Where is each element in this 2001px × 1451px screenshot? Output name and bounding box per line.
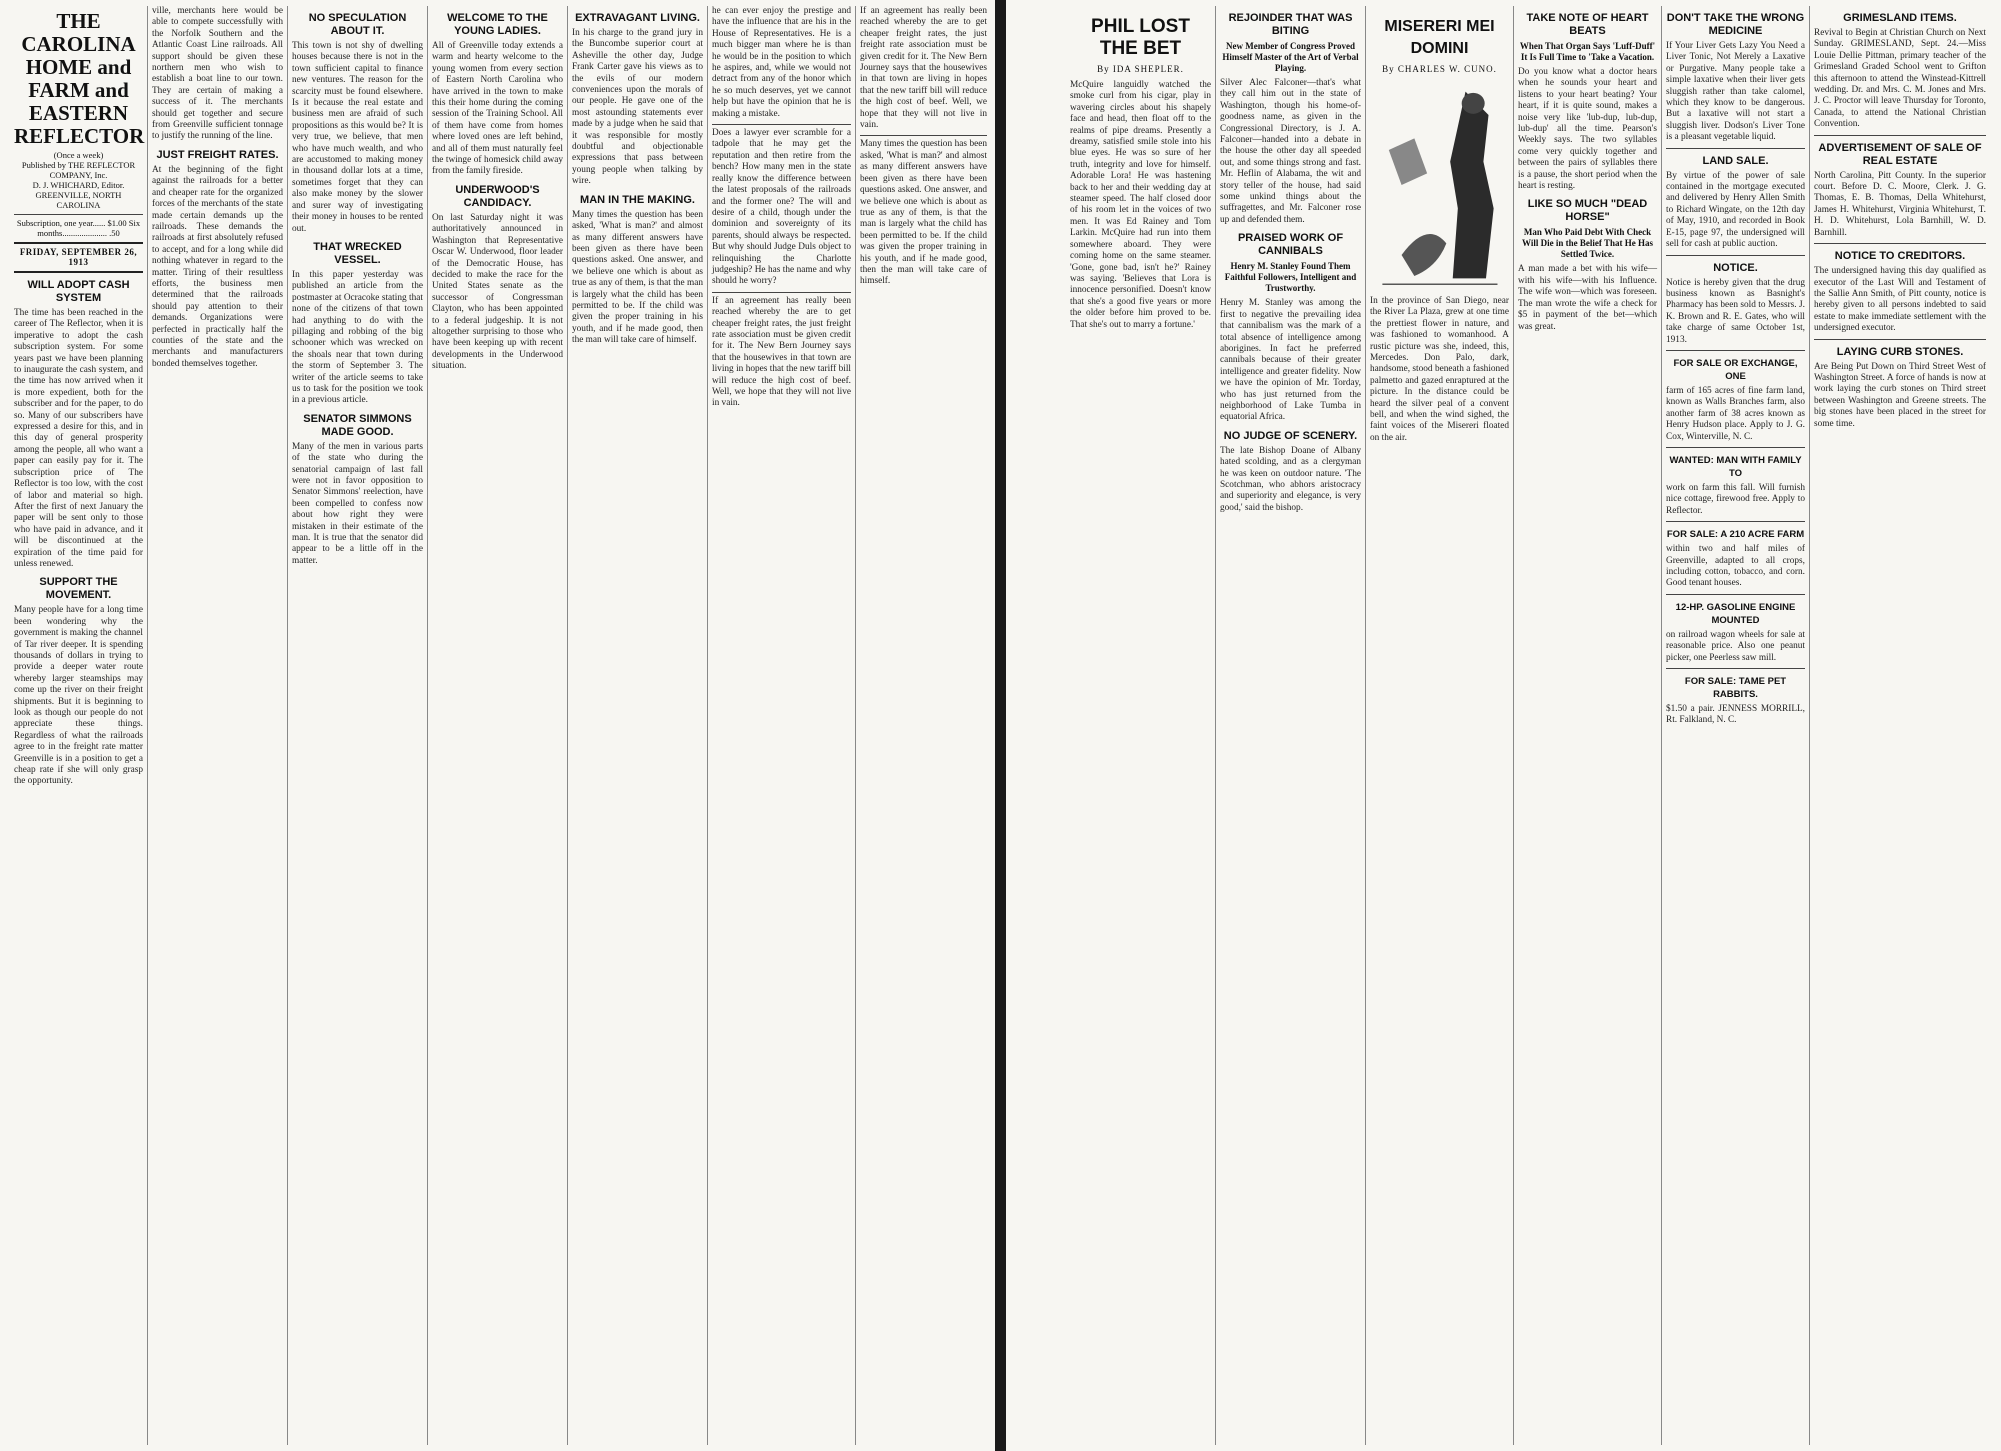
right-column-4 (1514, 6, 1662, 1445)
masthead-editor: D. J. WHICHARD, Editor. (32, 180, 125, 190)
ad-body: within two and half miles of Greenville, adapted to all crops, including cotton, tobacco, and corn. Good tenant houses. (1666, 544, 1805, 589)
story-title: TAKE NOTE OF HEART BEATS (1526, 12, 1649, 37)
article-body: If an agreement has really been reached whereby the are to get cheaper freight rates, the just freight rate association must be given credit for it. The New Bern Journey says that the housewives in that town are living in hopes that the new tariff bill will reduce the high cost of beef. Well, we hope that they will not live in vain. (860, 6, 987, 131)
right-column-2 (1216, 6, 1366, 1445)
headline: NO SPECULATION ABOUT IT. (308, 12, 407, 37)
article-body: Many of the men in various parts of the state who during the senatorial campaign of last fall were not in favor opposition to Senator Simmons' reelection, have been compelled to confess now about how right they were mistaken in their estimate of the man. It is true that the senator did appear to be a little off in the matter. (292, 441, 423, 566)
headline: WELCOME TO THE YOUNG LADIES. (447, 12, 548, 37)
article-body: If an agreement has really been reached whereby the are to get cheaper freight rates, the just freight rate association must be given credit for it. The New Bern Journey says that the housewives in that town are living in hopes that the new tariff bill will reduce the high cost of beef. Well, we hope that they will not live in vain. (712, 295, 851, 409)
headline: JUST FREIGHT RATES. (156, 148, 279, 161)
article-body: The late Bishop Doane of Albany hated scolding, and as a clergyman he was keen on outdoor nature. 'The Scotchman, who abhors aristocracy and superiority and elegance, is very good,' said the bishop. (1220, 445, 1361, 513)
ad-body: work on farm this fall. Will furnish nice cottage, firewood free. Apply to Reflector. (1666, 482, 1805, 516)
ad-title: DON'T TAKE THE WRONG MEDICINE (1666, 12, 1805, 37)
left-column-4 (428, 6, 568, 1445)
article-body: Do you know what a doctor hears when he sounds your heart and listens to your heart beating? Your heart, if it is quite sound, makes a noise very like 'lub-dup, lub-dup, lub-dup' all the time. Pearson's Weekly says. The two syllables come very quickly together and between the pairs of syllables there is a pause, the short period when the heart is resting. (1518, 67, 1657, 192)
right-column-6 (1810, 6, 1990, 1445)
story-title: LIKE SO MUCH "DEAD HORSE" (1527, 198, 1648, 224)
story-title: NOTICE TO CREDITORS. (1834, 250, 1966, 263)
article-body: The undersigned having this day qualified as executor of the Last Will and Testament of the Sallie Ann Smith, of Pitt county, notice is hereby given to all persons indebted to said estate to make immediate settlement with the undersigned executor. (1814, 266, 1986, 334)
article-body: In the province of San Diego, near the River La Plaza, grew at one time the prettiest flower in nature, and was fashioned to womanhood. A rustic picture was she, indeed, this, Mercedes. Don Palo, dark, handsome, stood beneath a fashioned palmetto and gazed enraptured at the picture. In the distance could be heard the silver peal of a convent bell, and when the wind sighed, the faint voices of the Misereri floated on the air. (1370, 296, 1509, 443)
right-newspaper-page (1006, 0, 2001, 1451)
article-body: Many times the question has been asked, 'What is man?' and almost as many different answers have been given as there have been questions asked. One answer, and we believe one which is about as true as any of them, is that the man is largely what the child has been permitted to be. If the child was given the proper training in his youth, and if he made good, then the man will take care of himself. (860, 139, 987, 287)
ad-body: If Your Liver Gets Lazy You Need a Liver Tonic, Not Merely a Laxative or Purgative. Many people take a simple laxative when their liver gets sluggish rather than take calomel, which they know to be dangerous. But a laxative will not start a sluggish liver. Dodson's Liver Tone is a pleasant vegetable liquid. (1666, 41, 1805, 143)
headline: EXTRAVAGANT LIVING. (575, 12, 700, 24)
headline: UNDERWOOD'S CANDIDACY. (455, 183, 540, 209)
article-body: All of Greenville today extends a warm and hearty welcome to the young women from every section of Eastern North Carolina who have arrived in the town to make this their home during the coming session of the Training School. All of them have come from homes where loved ones are left behind, and all of them must naturally feel the twinge of homesick child away from the family fireside. (432, 41, 563, 177)
article-body: At the beginning of the fight against the railroads for a better and cheaper rate for the organized forces of the merchants of the state made certain demands up the railroads. These demands the railroads at first absolutely refused to accept, and for a long while did nothing whatever in regard to the matter. Tiring of their resultless efforts, the business men determined that the railroads should pay attention to their demands. Organizations were perfected in practically half the counties of the state and the merchants and manufacturers bonded themselves together. (152, 164, 283, 369)
story-deck: Henry M. Stanley Found Them Faithful Followers, Intelligent and Trustworthy. (1224, 261, 1357, 294)
masthead-frequency: (Once a week) (53, 150, 104, 160)
story-title: NO JUDGE OF SCENERY. (1223, 429, 1358, 442)
headline: WILL ADOPT CASH SYSTEM (27, 279, 130, 304)
headline: SENATOR SIMMONS MADE GOOD. (303, 412, 412, 438)
right-column-5-ads (1662, 6, 1810, 1445)
illustration (1376, 80, 1504, 290)
story-title: MISERERI MEI DOMINI (1384, 18, 1495, 57)
story-deck: New Member of Congress Proved Himself Master of the Art of Verbal Playing. (1222, 41, 1359, 73)
article-body: Henry M. Stanley was among the first to negative the prevailing idea that cannibalism was the mark of a total absence of intelligence among aborigines. In fact he preferred cannibals because of their greater intelligence and greater fidelity. Now we have the opinion of Mr. Torday, who has just returned from the neighborhood of Lake Tumba in equatorial Africa. (1220, 298, 1361, 423)
story-title: ADVERTISEMENT OF SALE OF REAL ESTATE (1818, 141, 1982, 167)
story-title: PRAISED WORK OF CANNIBALS (1237, 232, 1344, 258)
article-body: In this paper yesterday was published an article from the postmaster at Ocracoke stating that none of the citizens of that town had anything to do with the pillaging and robbing of the big schooner which was wrecked on the shoals near that town during the storm of September 3. The writer of the article seems to take us to task for the position we took in a previous article. (292, 269, 423, 406)
ad-body: $1.50 a pair. JENNESS MORRILL, Rt. Falkland, N. C. (1666, 704, 1805, 726)
article-body: ville, merchants here would be able to compete successfully with the Norfolk Southern and the Atlantic Coast Line railroads. All support should be given these northern men who wish to establish a boat line to our town. They are certain of making a success of it. The merchants should get together and secure from Greenville sufficient tonnage to justify the running of the line. (152, 6, 283, 142)
left-column-1 (10, 6, 148, 1445)
story-byline: By CHARLES W. CUNO. (1382, 64, 1497, 74)
headline: THAT WRECKED VESSEL. (313, 240, 402, 266)
headline: SUPPORT THE MOVEMENT. (39, 576, 118, 602)
masthead-place: GREENVILLE, NORTH CAROLINA (35, 190, 122, 210)
article-body: Many people have for a long time been wondering why the government is making the channel of Tar river deeper. It is spending thousands of dollars in trying to provide a deeper water route whereby larger steamships may come up the river on their freight shipments. But it is beginning to look as though our people do not appreciate these things. Regardless of what the railroads agree to in the freight rate matter Greenville is in a position to get a cheap rate if she will only grasp the opportunity. (14, 605, 143, 787)
story-title: PHIL LOST THE BET (1091, 16, 1190, 59)
story-title: GRIMESLAND ITEMS. (1843, 12, 1957, 24)
ad-body: Notice is hereby given that the drug business known as Basnight's Pharmacy has been sold to Messrs. J. K. Brown and R. E. Gates, who will take charge of same October 1st, 1913. (1666, 277, 1805, 345)
article-body: Many times the question has been asked, 'What is man?' and almost as many different answers have been given as there have been questions asked. One answer, and we believe one which is about as true as any of them, is that the man is largely what the child has been permitted to be. If the child was given the proper training in his youth, and if he made good, then the man will take care of himself. (572, 209, 703, 346)
left-column-6 (708, 6, 856, 1445)
story-deck: Man Who Paid Debt With Check Will Die in the Belief That He Has Settled Twice. (1522, 227, 1653, 260)
ad-title: FOR SALE OR EXCHANGE, ONE (1673, 357, 1798, 382)
ad-title: FOR SALE: A 210 ACRE FARM (1666, 529, 1805, 541)
left-newspaper-page (0, 0, 995, 1451)
ad-title: LAND SALE. (1702, 154, 1769, 167)
left-column-5 (568, 6, 708, 1445)
ad-title: WANTED: MAN WITH FAMILY TO (1669, 454, 1802, 479)
page-gutter (995, 0, 1006, 1451)
article-body: McQuire languidly watched the smoke curl from his cigar, play in wavering circles about his shapely face and head, then float off to the realms of pipe dreams. Presently a dreamy, satisfied smile stole into his blue eyes. He was so sure of her truth, integrity and love for himself. Adorable Lora! He was hastening back to her and their wedding day at steamer speed. The half closed door of his room let in the voices of two men. It was Ed Rainey and Tom Larkin. McQuire had run into them somewhere aboard. They were coming home on the same steamer. 'Gone, gone bad, isn't he?' Rainey was saying. 'Believes that Lora is innocence personified. Doesn't know that she's a good five years or more the older before him proved to be. That she's out to marry a fortune.' (1070, 80, 1211, 330)
ad-body: By virtue of the power of sale contained in the mortgage executed and delivered by Henry Allen Smith to Richard Wingate, on the 12th day of May, 1910, and recorded in Book E-15, page 97, the undersigned will sell for cash at public auction. (1666, 170, 1805, 250)
ad-title: FOR SALE: TAME PET RABBITS. (1684, 676, 1787, 701)
article-body: he can ever enjoy the prestige and have the influence that are his in the House of Representatives. He is a much bigger man where he is than he would be in the position to which he aspires, and, while we would not detract from any of the honor which he so much deserves, yet we cannot help but have the opinion that he is making a mistake. (712, 6, 851, 119)
headline: MAN IN THE MAKING. (580, 193, 695, 206)
ad-body: farm of 165 acres of fine farm land, known as Walls Branches farm, also another farm of 38 acres known as Henry Hudson place. Apply to J. G. Cox, Winterville, N. C. (1666, 385, 1805, 442)
story-title: REJOINDER THAT WAS BITING (1228, 12, 1353, 37)
article-body: North Carolina, Pitt County. In the superior court. Before D. C. Moore, Clerk. J. G. Thomas, E. B. Thomas, Della Whitehurst, James H. Whitehurst, Virginia Whitehurst, T. H. D. Whitehurst, Lola Barnhill, W. D. Barnhill. (1814, 170, 1986, 238)
ad-title: 12-HP. GASOLINE ENGINE MOUNTED (1675, 601, 1796, 626)
masthead-subscription: Subscription, one year...... $1.00 Six months..................... .50 (16, 218, 141, 238)
right-column-3 (1366, 6, 1514, 1445)
article-body: Are Being Put Down on Third Street West of Washington Street. A force of hands is now at work laying the curb stones on Third street between Washington and Greene streets. The big stones have been placed in the street for some time. (1814, 361, 1986, 429)
left-column-7 (856, 6, 991, 1445)
article-body: In his charge to the grand jury in the Buncombe superior court at Asheville the other day, Judge Frank Carter gave his views as to the evils of our modern conveniences upon the morals of our people. He gave one of the most astounding statements ever made by a judge when he said that it was responsible for mostly doubtful and objectionable expressions that pass between young people when talking by wire. (572, 28, 703, 187)
left-column-2 (148, 6, 288, 1445)
ad-title: NOTICE. (1713, 261, 1758, 274)
left-column-3 (288, 6, 428, 1445)
masthead-title: THE CAROLINA HOME and FARM and EASTERN REFLECTOR (14, 9, 145, 148)
right-column-1 (1066, 6, 1216, 1445)
dateline: FRIDAY, SEPTEMBER 26, 1913 (19, 247, 138, 267)
article-body: This town is not shy of dwelling houses because there is not in the town sufficient capital to finance new ventures. The reason for the scarcity must be found elsewhere. Is it because the real estate and business men are afraid of such propositions as this would be? It is very true, we believe, that men who have much wealth, and who are accustomed to making money in thousand dollar lots at a time, sometimes forget that they can also make money by the slower and surer way of investigating their money in houses to be rented out. (292, 41, 423, 234)
illustration-svg (1376, 80, 1504, 290)
article-body: Revival to Begin at Christian Church on Next Sunday. GRIMESLAND, Sept. 24.—Miss Louie Dellie Pittman, primary teacher of the Grimesland Graded School went to Grifton this afternoon to attend the Winstead-Kittrell wedding. Dr. and Mrs. C. M. Jones and Mrs. J. C. Proctor will leave Thursday for Toronto, Canada, to attend the National Christian Convention. (1814, 28, 1986, 130)
ad-body: on railroad wagon wheels for sale at reasonable price. Also one peanut picker, one Peerless saw mill. (1666, 629, 1805, 663)
article-body: Does a lawyer ever scramble for a tadpole that he may get the reputation and then retire from the bench? How many men in the state really know the difference between the latest proposals of the railroads and the former one? The will and desire of a child, though under the dominion and sovereignty of its parents, should always be respected. But why should Judge Duls object to relinquishing the Charlotte judgeship? He has the name and why should he worry? (712, 128, 851, 287)
story-deck: When That Organ Says 'Luff-Duff' It Is Full Time to 'Take a Vacation. (1519, 41, 1656, 62)
article-body: A man made a bet with his wife—with his wife—with his Influence. The wife won—which was foreseen. The man wrote the wife a check for $5 in payment of the bet—which was great. (1518, 264, 1657, 332)
story-title: LAYING CURB STONES. (1836, 345, 1964, 358)
story-byline: By IDA SHEPLER. (1097, 64, 1184, 74)
article-body: On last Saturday night it was authoritatively announced in Washington that Representative Oscar W. Underwood, floor leader of the Democratic House, has decided to make the race for the United States senate as the successor of Congressman Clayton, who has been appointed to a federal judgeship. It is not altogether surprising to those who have been keeping up with recent developments in the Underwood situation. (432, 212, 563, 372)
article-body: Silver Alec Falconer—that's what they call him out in the state of Washington, though his home-of-goodness name, as given in the Congressional Directory, is J. A. Falconer—handed into a debate in the house the other day all speeded out, and some things strong and fast. Mr. Heflin of Alabama, the wit and story teller of the house, had said some unkind things about the suffragettes, and Mr. Falconer rose up and defended them. (1220, 78, 1361, 225)
article-body: The time has been reached in the career of The Reflector, when it is imperative to adopt the cash subscription system. For some years past we have been planning to inaugurate the cash system, and the time has now arrived when it is more expedient, both for the subscriber and for the paper, to do so. Many of our subscribers have expressed a desire for this, and in this day of general prosperity among the people, all who want a paper can easily pay for it. The subscription price of The Reflector is too low, with the cost of labor and material so high. After the first of next January the paper will be sent only to those who have paid in advance, and it will be discontinued at the expiration of the time paid for unless renewed. (14, 308, 143, 569)
masthead-publisher: Published by THE REFLECTOR COMPANY, Inc. (21, 160, 136, 180)
